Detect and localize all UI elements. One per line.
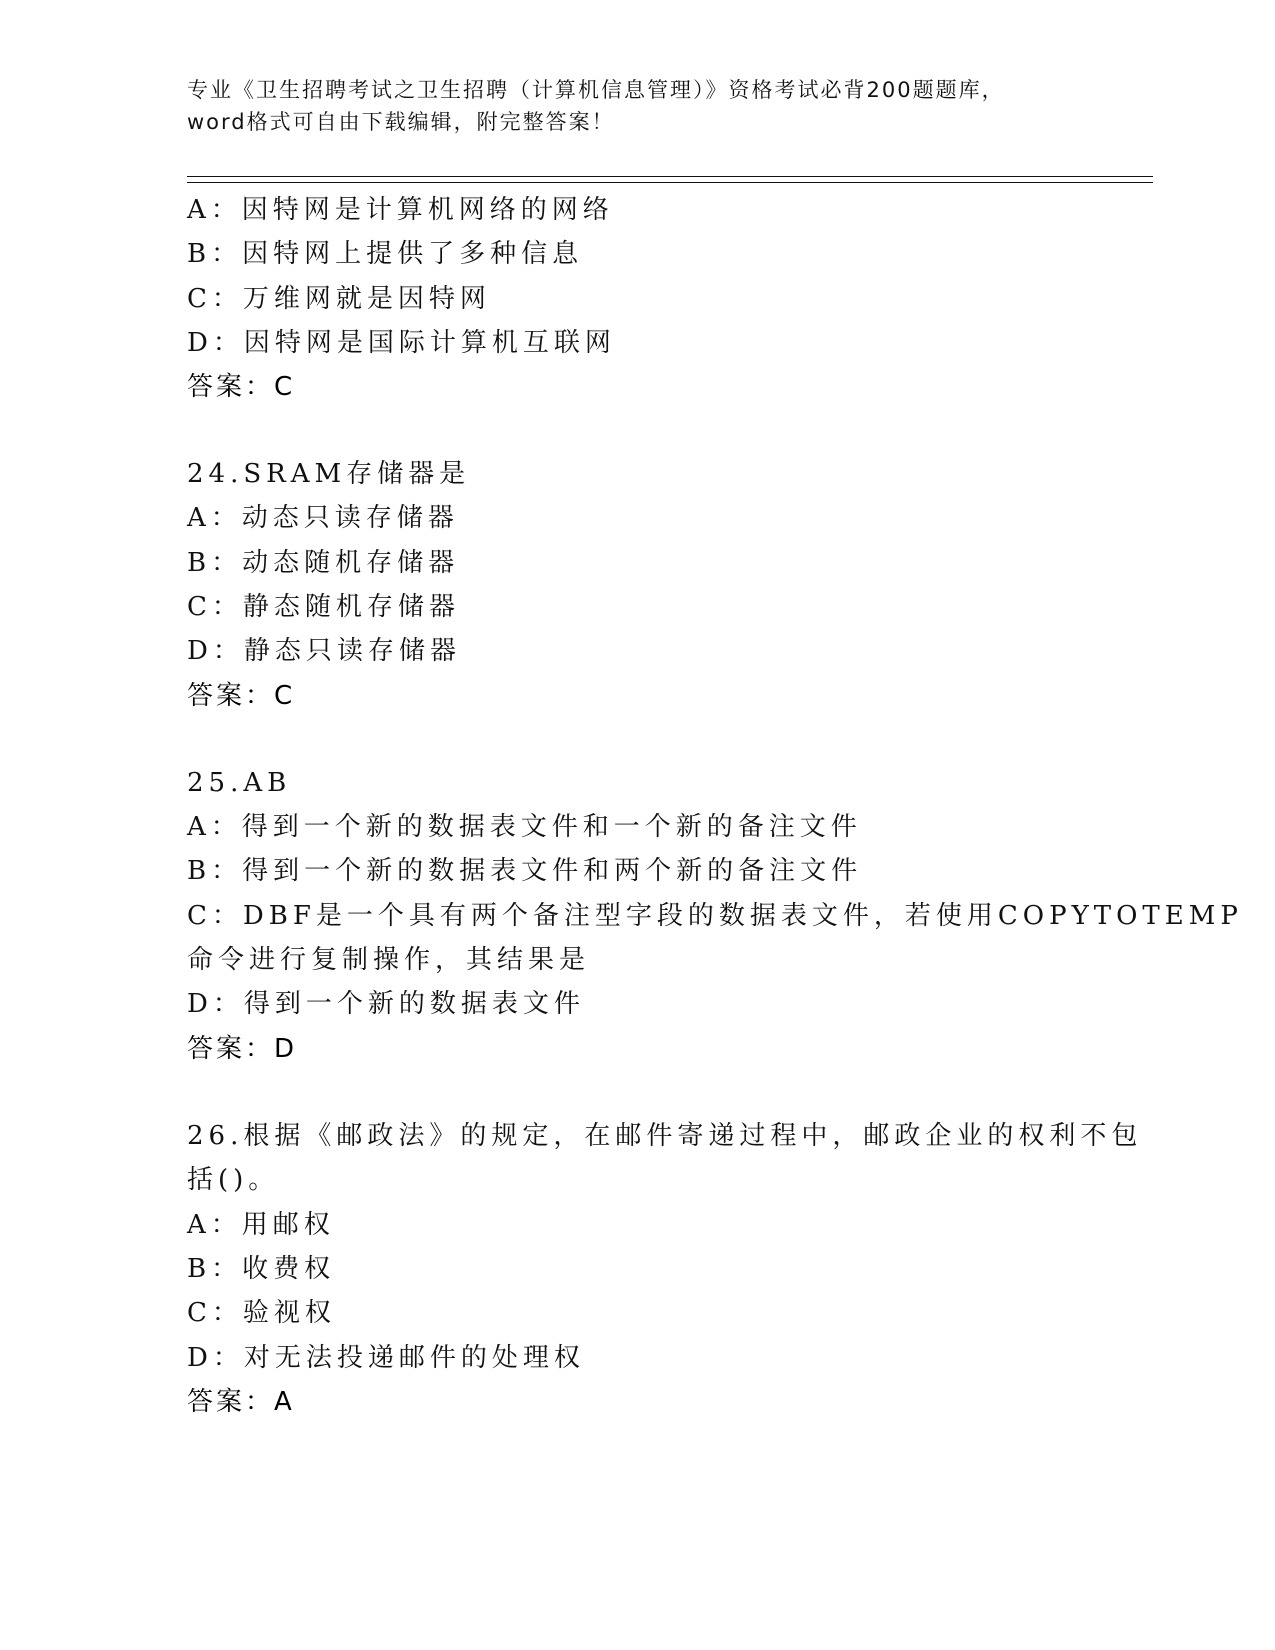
q24-answer: 答案：C [187,681,296,711]
q25-option-c: C：DBF是一个具有两个备注型字段的数据表文件，若使用COPYTOTEMP [187,901,1243,931]
q25-option-d: D：得到一个新的数据表文件 [187,989,585,1019]
q26-option-a: A：用邮权 [187,1210,335,1240]
header-line-1: 专业《卫生招聘考试之卫生招聘（计算机信息管理）》资格考试必背200题题库， [187,78,1005,102]
q26-option-d: D：对无法投递邮件的处理权 [187,1343,585,1373]
q25-option-a: A：得到一个新的数据表文件和一个新的备注文件 [187,812,862,842]
q23-option-a: A：因特网是计算机网络的网络 [187,195,614,225]
q26-title-line-1: 26.根据《邮政法》的规定，在邮件寄递过程中，邮政企业的权利不包 [187,1121,1143,1151]
q23-answer: 答案：C [187,372,296,402]
q26-option-c: C：验视权 [187,1298,336,1328]
q24-option-d: D：静态只读存储器 [187,636,461,666]
q24-option-b: B：动态随机存储器 [187,548,460,578]
q25-option-c-continued: 命令进行复制操作，其结果是 [187,945,591,975]
q24-option-c: C：静态随机存储器 [187,592,460,622]
q23-option-b: B：因特网上提供了多种信息 [187,239,584,269]
q24-title: 24.SRAM存储器是 [187,459,471,489]
q23-option-c: C：万维网就是因特网 [187,284,491,314]
q25-title: 25.AB [187,768,292,798]
document-header [187,74,1087,138]
q24-option-a: A：动态只读存储器 [187,503,459,533]
q25-option-b: B：得到一个新的数据表文件和两个新的备注文件 [187,856,863,886]
q23-option-d: D：因特网是国际计算机互联网 [187,328,616,358]
q26-title-line-2: 括()。 [187,1165,280,1195]
header-divider-bottom [187,182,1153,183]
q26-answer: 答案：A [187,1387,295,1417]
q26-option-b: B：收费权 [187,1254,336,1284]
header-divider-top [187,176,1153,177]
q25-answer: 答案：D [187,1034,298,1064]
header-line-2: word格式可自由下载编辑，附完整答案！ [187,110,615,134]
